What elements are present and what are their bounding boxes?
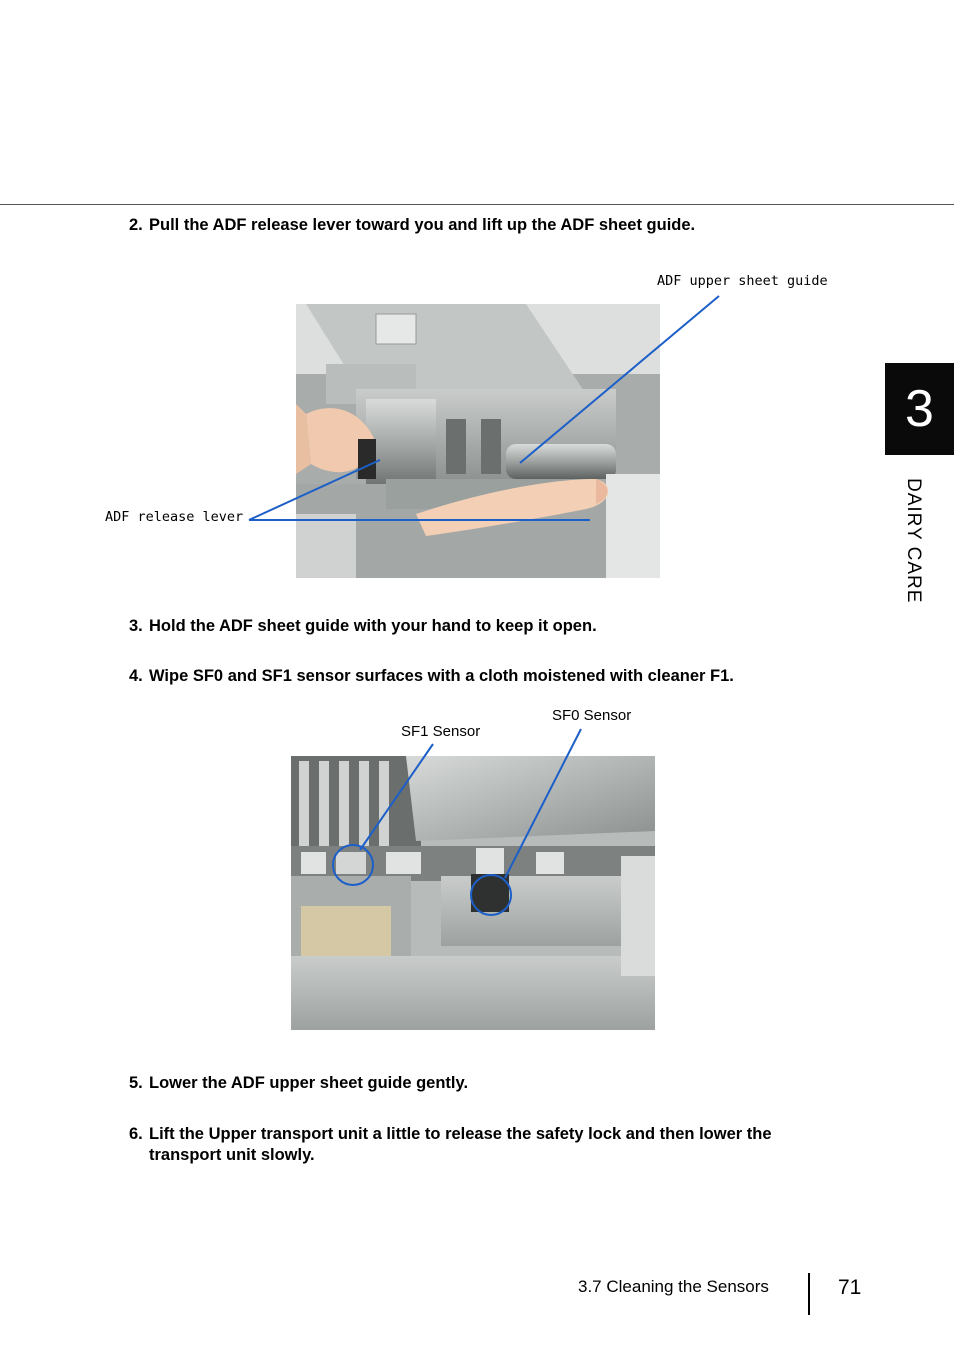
step-number: 3. <box>129 617 143 635</box>
chapter-tab: 3 <box>885 363 954 455</box>
label-sf1-sensor: SF1 Sensor <box>401 723 481 740</box>
step-6 <box>129 1124 772 1166</box>
page-number: 71 <box>838 1276 862 1299</box>
step-text: Hold the ADF sheet guide with your hand to keep it open. <box>149 617 597 635</box>
step-text-continued: transport unit slowly. <box>149 1146 315 1164</box>
step-5 <box>129 1073 468 1094</box>
step-2 <box>129 215 695 236</box>
step-text: Lower the ADF upper sheet guide gently. <box>149 1074 469 1092</box>
chapter-title: DAIRY CARE <box>903 478 924 604</box>
step-number: 5. <box>129 1074 143 1092</box>
header-rule <box>0 204 954 205</box>
step-4 <box>129 666 734 687</box>
label-sf0-sensor: SF0 Sensor <box>552 707 632 724</box>
step-text: Pull the ADF release lever toward you and lift up the ADF sheet guide. <box>149 216 696 234</box>
step-number: 4. <box>129 667 143 685</box>
label-adf-release-lever: ADF release lever <box>105 509 244 525</box>
step-number: 6. <box>129 1125 143 1143</box>
label-adf-upper-sheet-guide: ADF upper sheet guide <box>657 273 828 289</box>
step-number: 2. <box>129 216 143 234</box>
step-3 <box>129 616 597 637</box>
step-text: Wipe SF0 and SF1 sensor surfaces with a cloth moistened with cleaner F1. <box>149 667 734 685</box>
photo-adf-sheet-guide-open <box>296 304 660 578</box>
step-text: Lift the Upper transport unit a little to release the safety lock and then lower the <box>149 1125 772 1143</box>
footer-separator <box>808 1273 810 1315</box>
footer-section-title: 3.7 Cleaning the Sensors <box>578 1277 769 1296</box>
photo-sf0-sf1-sensors <box>291 756 655 1030</box>
